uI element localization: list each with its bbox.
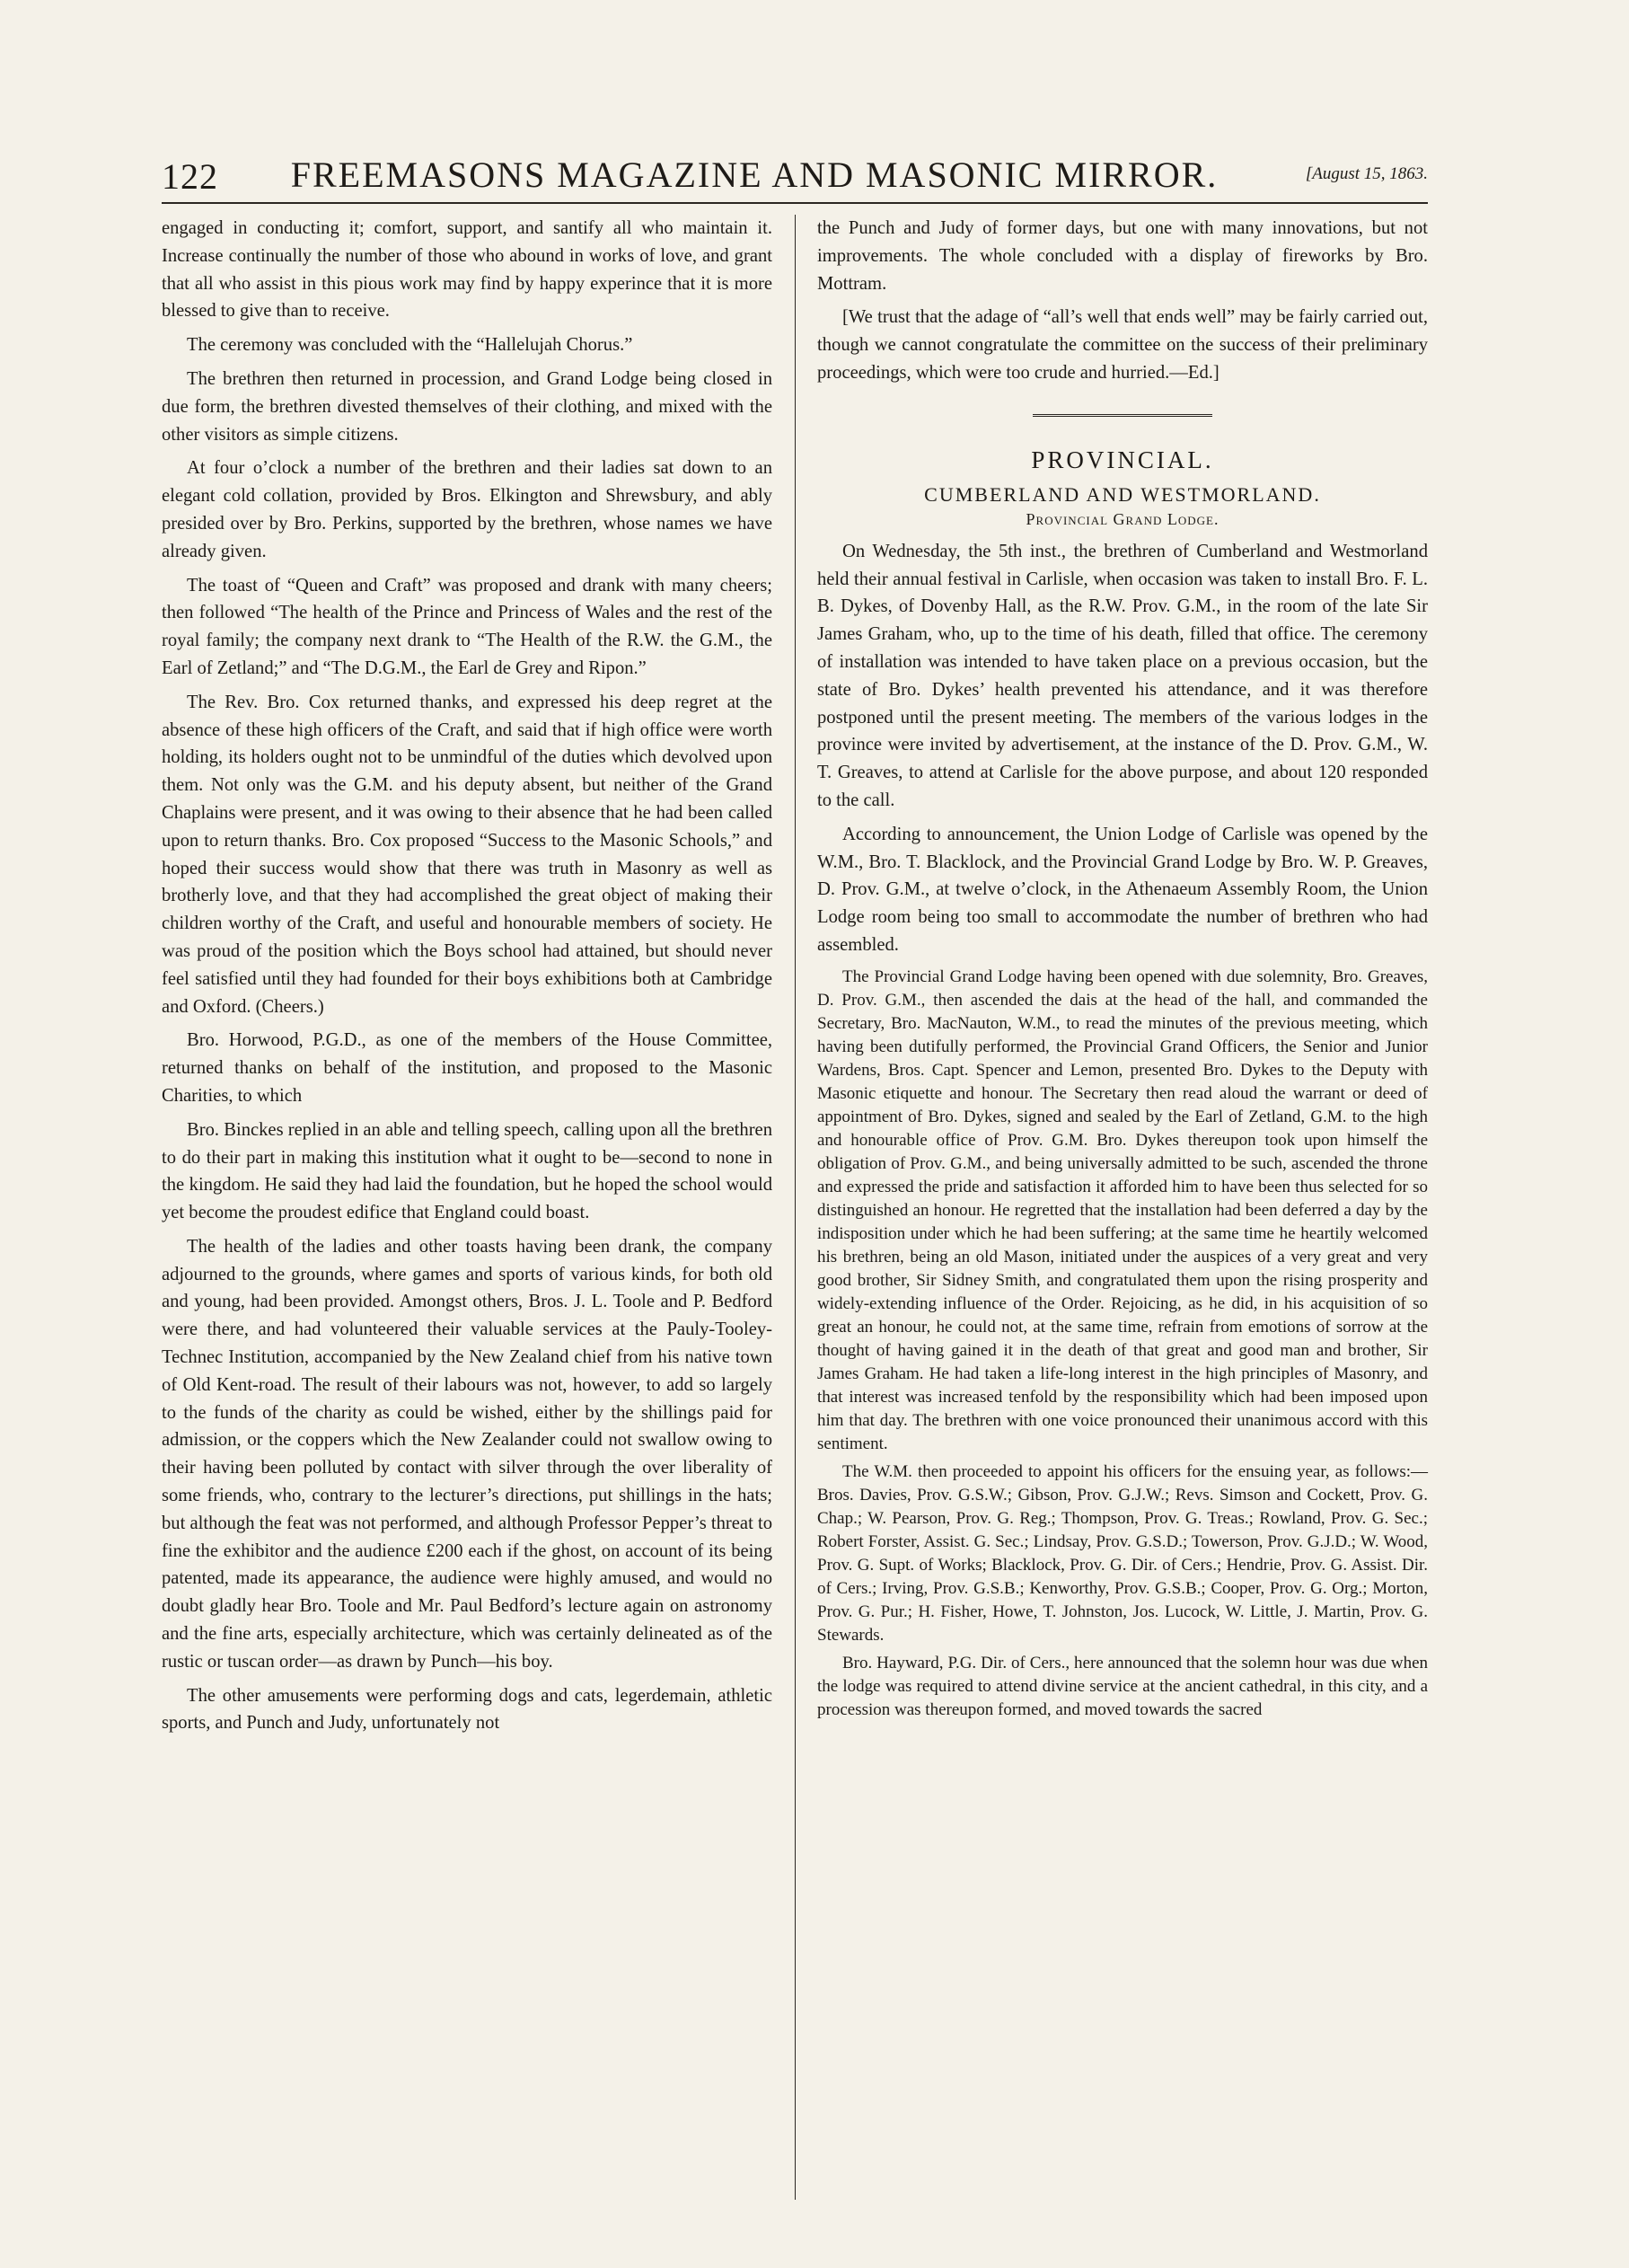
paragraph: Bro. Horwood, P.G.D., as one of the members of the House Committee, returned thanks on behalf of the institution, and proposed to the Masonic Charities, to which [162,1030,772,1106]
subsubsection-title: Provincial Grand Lodge. [1026,509,1220,528]
magazine-page [162,139,1428,2205]
section-title: PROVINCIAL. [1031,446,1214,473]
paragraph: Bro. Hayward, P.G. Dir. of Cers., here announced that the solemn hour was due when the lodge was required to attend divine service at the ancient cathedral, in this city, and a procession was thereupon formed, and moved towards the sacred [817,1653,1428,1719]
running-title: FREEMASONS MAGAZINE AND MASONIC MIRROR. [290,154,1219,195]
right-column [817,215,1428,1726]
paragraph: The health of the ladies and other toasts having been drank, the company adjourned to the grounds, where games and sports of various kinds, for both old and young, had been provided. Amongst others, Bros. J. L. Toole and P. Bedford were there, and had volunteered their valuable services at the Pauly-Tooley-Technec Institution, accompanied by the New Zealand chief from his native town of Old Kent-road. The result of their labours was not, however, to add so largely to the funds of the charity as could be wished, either by the shillings paid for admission, or the coppers which the New Zealander could not swallow owing to their having been polluted by contact with silver through the over liberality of some friends, who, contrary to the lecturer’s directions, put shillings in the hats; but although the feat was not performed, and although Professor Pepper’s threat to fine the exhibitor and the audience £200 each if the ghost, on account of its being patented, made its appearance, the audience were highly amused, and would no doubt gladly hear Bro. Toole and Mr. Paul Bedford’s lecture again on astronomy and the fine arts, especially architecture, which was certainly delineated as of the rustic or tuscan order—as drawn by Punch—his boy. [162,1236,772,1672]
column-divider [795,215,796,2200]
paragraph: The Rev. Bro. Cox returned thanks, and expressed his deep regret at the absence of these high officers of the Craft, and said that if high office were worth holding, its holders ought not to be unmindful of the duties which devolved upon them. Not only was the G.M. and his deputy absent, but neither of the Grand Chaplains were present, and it was owing to their absence that he had been called upon to return thanks. Bro. Cox proposed “Success to the Masonic Schools,” and hoped their success would show that there was truth in Masonry as well as brotherly love, and that they had accomplished the great object of making their children worthy of the Craft, and useful and honourable members of society. He was proud of the position which the Boys school had attained, but should never feel satisfied until they had founded for their boys exhibitions both at Cambridge and Oxford. (Cheers.) [162,692,772,1017]
page-number: 122 [162,156,218,197]
page-header [162,139,1428,204]
section-divider [1033,414,1212,419]
paragraph: On Wednesday, the 5th inst., the brethren of Cumberland and Westmorland held their annual festival in Carlisle, when occasion was taken to install Bro. F. L. B. Dykes, of Dovenby Hall, as the R.W. Prov. G.M., in the room of the late Sir James Graham, who, up to the time of his death, filled that office. The ceremony of installation was intended to have taken place on a previous occasion, but the state of Bro. Dykes’ health prevented his attendance, and it was therefore postponed until the present meeting. The members of the various lodges in the province were invited by advertisement, at the instance of the D. Prov. G.M., W. T. Greaves, to attend at Carlisle for the above purpose, and about 120 responded to the call. [817,541,1428,810]
paragraph: The W.M. then proceeded to appoint his officers for the ensuing year, as follows:—Bros. Davies, Prov. G.S.W.; Gibson, Prov. G.J.W.; Revs. Simson and Cockett, Prov. G. Chap.; W. Pearson, Prov. G. Reg.; Thompson, Prov. G. Treas.; Rowland, Prov. G. Sec.; Robert Forster, Assist. G. Sec.; Lindsay, Prov. G.S.D.; Towerson, Prov. G.J.D.; W. Wood, Prov. G. Supt. of Works; Blacklock, Prov. G. Dir. of Cers.; Hendrie, Prov. G. Assist. Dir. of Cers.; Irving, Prov. G.S.B.; Kenworthy, Prov. G.S.B.; Cooper, Prov. G. Org.; Morton, Prov. G. Pur.; H. Fisher, Howe, T. Johnston, Jos. Lucock, W. Little, J. Martin, Prov. G. Stewards. [817,1461,1428,1645]
paragraph: The ceremony was concluded with the “Hallelujah Chorus.” [187,335,633,356]
issue-date: [August 15, 1863. [1305,164,1428,183]
paragraph: At four o’clock a number of the brethren and their ladies sat down to an elegant cold collation, provided by Bros. Elkington and Shrewsbury, and ably presided over by Bro. Perkins, supported by the brethren, whose names we have already given. [162,458,772,561]
editor-note: [We trust that the adage of “all’s well that ends well” may be fairly carried out, though we cannot congratulate the committee on the success of their preliminary proceedings, which were too crude and hurried.—Ed.] [817,307,1428,383]
paragraph: engaged in conducting it; comfort, support, and santify all who maintain it. Increase continually the number of those who abound in works of love, and grant that all who assist in this pious work may find by happy experince that it is more blessed to give than to receive. [162,218,772,322]
paragraph: The other amusements were performing dogs and cats, legerdemain, athletic sports, and Punch and Judy, unfortunately not [162,1685,772,1734]
subsection-title: CUMBERLAND AND WESTMORLAND. [924,482,1321,506]
paragraph: the Punch and Judy of former days, but one with many innovations, but not improvements. The whole concluded with a display of fireworks by Bro. Mottram. [817,218,1428,294]
paragraph: According to announcement, the Union Lodge of Carlisle was opened by the W.M., Bro. T. Blacklock, and the Provincial Grand Lodge by Bro. W. P. Greaves, D. Prov. G.M., at twelve o’clock, in the Athenaeum Assembly Room, the Union Lodge room being too small to accommodate the number of brethren who had assembled. [817,824,1428,955]
paragraph: Bro. Binckes replied in an able and telling speech, calling upon all the brethren to do their part in making this institution what it ought to be—second to none in the kingdom. He said they had laid the foundation, but he hoped the school would yet become the proudest edifice that England could boast. [162,1119,772,1223]
left-column [162,215,772,1743]
paragraph: The toast of “Queen and Craft” was proposed and drank with many cheers; then followed “The health of the Prince and Princess of Wales and the rest of the royal family; the company next drank to “The Health of the R.W. the G.M., the Earl of Zetland;” and “The D.G.M., the Earl de Grey and Ripon.” [162,575,772,678]
paragraph: The brethren then returned in procession, and Grand Lodge being closed in due form, the brethren divested themselves of their clothing, and mixed with the other visitors as simple citizens. [162,368,772,445]
paragraph: The Provincial Grand Lodge having been opened with due solemnity, Bro. Greaves, D. Prov. G.M., then ascended the dais at the head of the hall, and commanded the Secretary, Bro. MacNauton, W.M., to read the minutes of the previous meeting, which having been dutifully performed, the Provincial Grand Officers, the Senior and Junior Wardens, Bros. Capt. Spencer and Lemon, presented Bro. Dykes to the Deputy with Masonic etiquette and honour. The Secretary then read aloud the warrant or deed of appointment of Bro. Dykes, signed and sealed by the Earl of Zetland, G.M. to the high and honourable office of Prov. G.M. Bro. Dykes thereupon took upon himself the obligation of Prov. G.M., and being universally admitted to be such, ascended the throne and expressed the pride and satisfaction it afforded him to have been thus selected for so distinguished an honour. He regretted that the installation had been deferred a day by the indisposition under which he had been suffering; at the same time he heartily welcomed his brethren, being an old Mason, initiated under the auspices of a very great and very good brother, Sir Sidney Smith, and congratulated them upon the rising prosperity and widely-extending influence of the Order. Rejoicing, as he did, in his acquisition of so great an honour, he could not, at the same time, refrain from emotions of sorrow at the thought of having gained it in the death of that great and good man and brother, Sir James Graham. He had taken a life-long interest in the high principles of Masonry, and that interest was increased tenfold by the responsibility which had been imposed upon him that day. The brethren with one voice pronounced their unanimous accord with this sentiment. [817,966,1428,1453]
